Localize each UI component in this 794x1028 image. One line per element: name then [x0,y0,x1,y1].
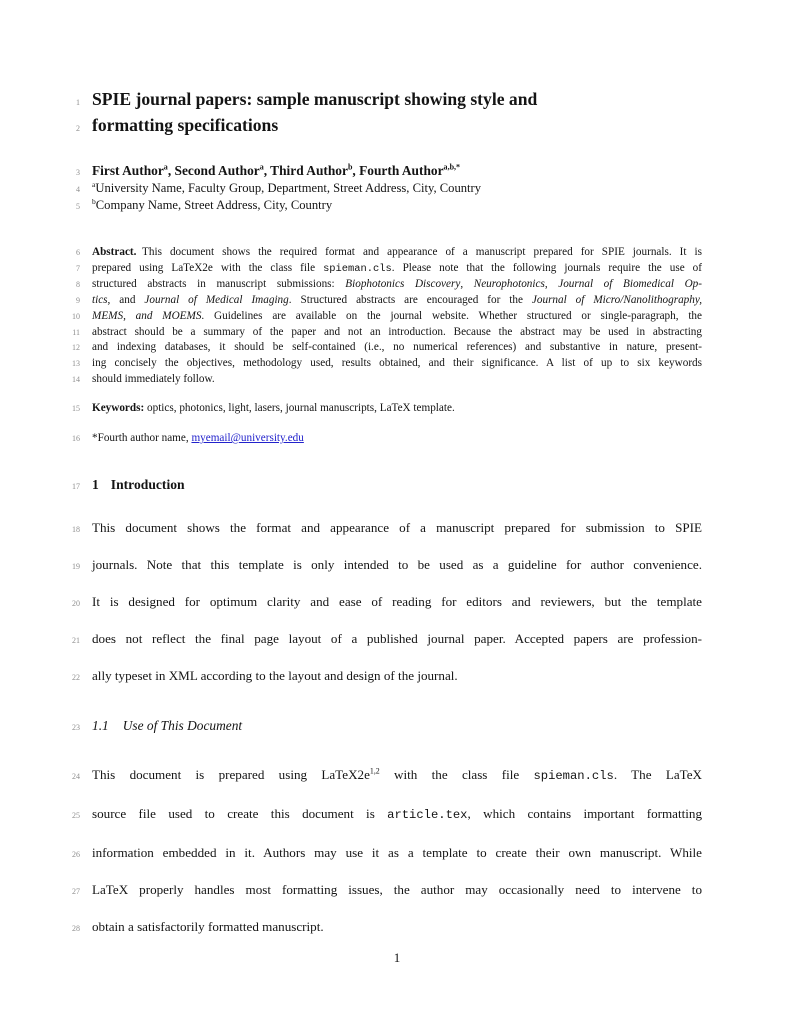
line-number: 26 [72,849,80,859]
text-segment: *Fourth author name, [92,432,192,445]
document-line [0,293,794,309]
line-number: 27 [72,886,80,896]
text-segment: tics [92,294,108,307]
text-segment: Biophotonics Discovery [345,278,461,291]
line-number: 5 [76,202,80,211]
document-line [0,309,794,325]
line-number: 19 [72,561,80,571]
affiliation-line [92,197,702,214]
line-number: 11 [72,327,80,337]
document-line [0,834,794,871]
text-segment: prepared using LaTeX2e with the class file [92,261,324,274]
text-segment: Keywords: [92,402,145,415]
document-line [0,197,794,214]
document-line [0,112,794,138]
body-text-line [92,871,702,908]
page-number: 1 [393,950,401,965]
line-number: 28 [72,923,80,933]
document-line [0,162,794,180]
text-segment: , Third Author [263,163,348,178]
text-segment: Company Name, Street Address, City, Country [95,198,333,212]
body-text-line: does not reflect the final page layout of a published journal paper. Accepted papers are profession- [92,630,702,646]
document-line [0,401,794,417]
abstract-line [92,277,702,293]
line-number: 18 [72,524,80,534]
email-link[interactable]: myemail@university.edu [191,432,304,445]
line-number: 8 [76,280,80,290]
document-line [0,356,794,372]
correspondence-line [92,431,702,447]
text-segment: source file used to create this document is [92,805,388,821]
text-segment: , and [107,294,145,307]
line-number: 20 [72,598,80,608]
body-text-line: journals. Note that this template is only intended to be used as a guideline for author convenience. [92,556,702,572]
text-segment: . The LaTeX [613,766,703,782]
title-block [0,86,794,138]
superscript: a,b,* [443,162,461,172]
line-number: 14 [72,374,80,384]
line-number: 25 [72,810,80,820]
document-line [0,509,794,546]
abstract-line [92,309,702,325]
line-number: 9 [76,296,80,306]
text-segment: abstract should be a summary of the paper and not an introduction. Because the abstract may be used in abstracting [92,325,702,338]
text-segment: Journal of Micro/Nanolithography, [531,294,703,307]
document-line [0,716,794,736]
superscript: a [92,179,96,189]
line-number: 2 [76,124,80,133]
document-line [0,657,794,694]
line-number: 6 [76,248,80,257]
document-line [0,756,794,795]
document-line [0,795,794,834]
usage-paragraph [0,756,794,945]
body-text-line [92,756,702,795]
abstract-line [92,325,702,341]
body-text-line: It is designed for optimum clarity and ease of reading for editors and reviewers, but the template [92,593,702,609]
text-segment: Neurophotonics [473,278,545,291]
document-line [0,372,794,388]
text-segment: Journal of Medical Imaging [144,294,289,307]
document-line [0,475,794,495]
document-line [0,620,794,657]
line-number: 16 [72,434,80,444]
text-segment: , Second Author [167,163,260,178]
document-line [0,180,794,197]
text-segment: Abstract. [92,246,137,258]
text-segment: spieman.cls [533,768,614,783]
text-segment: . Guidelines are available on the journal website. Whether structured or single-paragraph, the [201,309,702,322]
document-line [0,261,794,278]
line-number: 7 [76,263,80,273]
document-line [0,245,794,261]
line-number: 13 [72,358,80,368]
text-segment: , [460,278,474,291]
text-segment: article.tex [387,807,468,822]
document-line [0,340,794,356]
document-line [0,277,794,293]
section-heading [92,475,702,495]
body-text-line [92,908,702,945]
abstract-line [92,245,702,261]
text-segment: First Author [92,163,164,178]
text-segment: . Structured abstracts are encouraged for the [288,294,532,307]
text-segment: , Fourth Author [352,163,444,178]
abstract-line [92,340,702,356]
author-byline [92,162,702,180]
document-line [0,871,794,908]
abstract-line [92,261,702,278]
abstract-line [92,356,702,372]
body-text-line [92,795,702,834]
line-number: 15 [72,404,80,414]
line-number: 21 [72,635,80,645]
line-number: 12 [72,343,80,353]
subsection-number: 1.1 [92,717,109,733]
text-segment: ing concisely the objectives, methodology used, results obtained, and their significance. A list of up to six keywords [92,356,702,369]
line-number: 17 [72,481,80,491]
superscript: a [259,162,264,172]
body-text-line: This document shows the format and appearance of a manuscript prepared for submission to SPIE [92,519,702,535]
superscript: 1,2 [369,766,380,776]
document-line [0,908,794,945]
text-segment: University Name, Faculty Group, Department, Street Address, City, Country [95,181,482,195]
text-segment: . Please note that the following journals require the use of [391,261,702,274]
document-line [0,86,794,112]
superscript: b [92,196,96,206]
paper-title-line: formatting specifications [92,115,279,135]
section-title: Introduction [110,476,185,492]
text-segment: information embedded in it. Authors may use it as a template to create their own manuscript. While [92,844,702,860]
line-number: 4 [76,185,80,194]
superscript: a [163,162,168,172]
line-number: 23 [72,722,80,732]
text-segment: MEMS, and MOEMS [92,309,202,322]
text-segment: and indexing databases, it should be self-contained (i.e., no numerical references) and substantive in nature, present- [92,341,702,354]
subsection-heading [92,716,702,736]
line-number: 3 [76,168,80,177]
text-segment: optics, photonics, light, lasers, journal manuscripts, LaTeX template. [144,402,455,415]
text-segment: This document is prepared using LaTeX2e [92,766,370,782]
line-number: 10 [72,311,80,321]
keywords-line [92,401,702,417]
text-segment: LaTeX properly handles most formatting issues, the author may occasionally need to intervene to [92,881,702,897]
line-number: 1 [76,98,80,107]
subsection-title: Use of This Document [122,717,243,733]
document-line [0,583,794,620]
abstract-line [92,293,702,309]
text-segment: , which contains important formatting [467,805,702,821]
text-segment: with the class file [379,766,534,782]
superscript: b [347,162,353,172]
abstract-line [92,372,702,388]
paper-title-line: SPIE journal papers: sample manuscript showing style and [92,89,538,109]
text-segment: spieman.cls [323,262,392,275]
body-text-line [92,834,702,871]
document-line [0,431,794,447]
affiliation-line [92,180,702,197]
text-segment: should immediately follow. [92,372,215,385]
text-segment: obtain a satisfactorily formatted manuscript. [92,918,324,934]
line-number: 22 [72,672,80,682]
section-number: 1 [92,476,99,492]
introduction-paragraph [0,509,794,694]
text-segment: , [544,278,559,291]
text-segment: This document shows the required format and appearance of a manuscript prepared for SPIE journals. It is [136,246,702,258]
document-line [0,546,794,583]
text-segment: structured abstracts in manuscript submissions: [92,278,346,291]
document-line [0,325,794,341]
body-text-line: ally typeset in XML according to the layout and design of the journal. [92,667,458,683]
abstract-block [0,245,794,387]
text-segment: Journal of Biomedical Op- [558,278,703,291]
line-number: 24 [72,771,80,781]
